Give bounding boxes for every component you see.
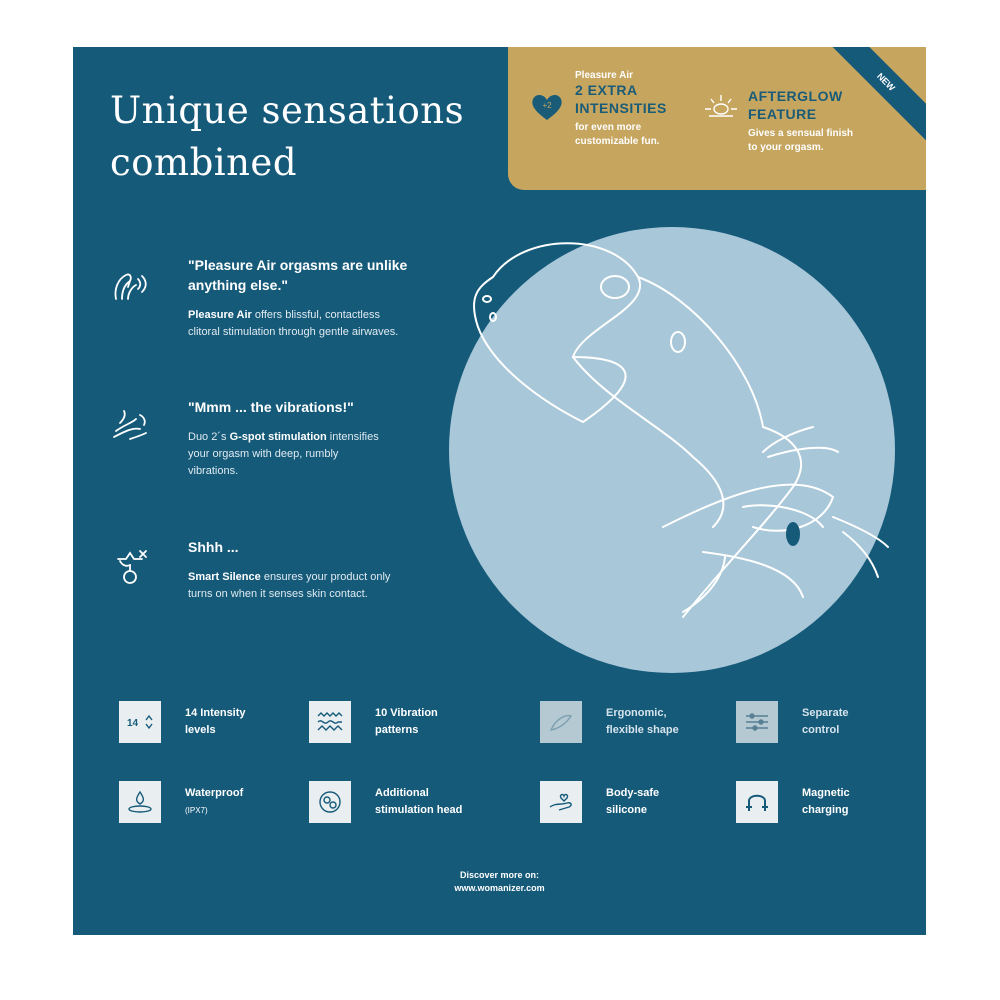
product-illustration xyxy=(463,227,903,647)
footer-caption: Discover more on: xyxy=(459,870,540,880)
extra-intensities xyxy=(575,70,667,149)
headline-line-2: combined xyxy=(110,141,298,184)
feature-2-text: Duo 2´s G-spot stimulation intensifies your orgasm with deep, rumbly vibrations. xyxy=(188,431,379,477)
svg-text:14: 14 xyxy=(127,718,139,729)
feature-3-title: Shhh ... xyxy=(188,539,239,555)
stimulation-head-icon xyxy=(309,781,351,823)
vibration-hand-icon xyxy=(110,407,150,447)
magnetic-charging-icon xyxy=(736,781,778,823)
waterproof-icon xyxy=(119,781,161,823)
headline-line-1: Unique sensations xyxy=(110,89,465,132)
promo-banner xyxy=(508,47,926,190)
svg-text:+2: +2 xyxy=(542,101,552,110)
afterglow-desc xyxy=(748,127,853,155)
afterglow-desc-1: Gives a sensual finish xyxy=(748,128,854,139)
package-panel: Unique sensations combined NEW +2 Pleasure Air 2 EXTRA INTENSITIES for even more customizable fun. AFTERGLOW FEATURE Gives a sensual finish to your orgasm. "Pleasure Air orgasms are unlike anything else." Pleasure Air offers blissful, contactless clitoral stimulation through gentle airwaves. "Mmm ... the vibrations!" Duo 2´s G-spot stimulation intensifies your orgasm with deep, rumbly vibrations. Shhh ... Smart Silence ensures your product only turns on when it senses skin contact. 14 14 Intensity levels 10 Vibration patterns Ergonomic, flexible shape Separate control Waterproof (IPX7) Additional stimulation head Body-safe silicone Magnetic charging Discover more on: www.womanizer.com xyxy=(73,47,926,935)
feature-1-text: Pleasure Air offers blissful, contactless clitoral stimulation through gentle airwaves. xyxy=(188,309,399,338)
new-badge: NEW xyxy=(820,47,926,148)
intensity-levels-icon xyxy=(119,701,161,743)
afterglow-icon xyxy=(703,92,739,122)
airwave-hand-icon xyxy=(110,265,150,305)
extra-title-2: INTENSITIES xyxy=(575,100,667,116)
afterglow-desc-2: to your orgasm. xyxy=(748,142,824,153)
afterglow-feature xyxy=(748,87,853,155)
feature-2-title: "Mmm ... the vibrations!" xyxy=(188,399,354,415)
feature-1-title: "Pleasure Air orgasms are unlike anything else." xyxy=(188,257,408,293)
heart-plus-icon xyxy=(530,92,564,122)
extra-desc-1: for even more xyxy=(575,122,642,133)
extra-desc xyxy=(575,121,667,149)
ergonomic-shape-icon xyxy=(540,701,582,743)
afterglow-title-2: FEATURE xyxy=(748,106,817,122)
feature-3-text: Smart Silence ensures your product only turns on when it senses skin contact. xyxy=(188,571,391,600)
extra-product: Pleasure Air xyxy=(575,70,633,81)
smart-silence-icon xyxy=(110,547,150,587)
afterglow-title-1: AFTERGLOW xyxy=(748,88,843,104)
extra-title-1: 2 EXTRA xyxy=(575,82,638,98)
footer-url: www.womanizer.com xyxy=(454,883,545,893)
footer xyxy=(73,869,926,895)
extra-desc-2: customizable fun. xyxy=(575,136,660,147)
body-safe-icon xyxy=(540,781,582,823)
headline xyxy=(110,85,464,189)
separate-control-icon xyxy=(736,701,778,743)
vibration-patterns-icon xyxy=(309,701,351,743)
